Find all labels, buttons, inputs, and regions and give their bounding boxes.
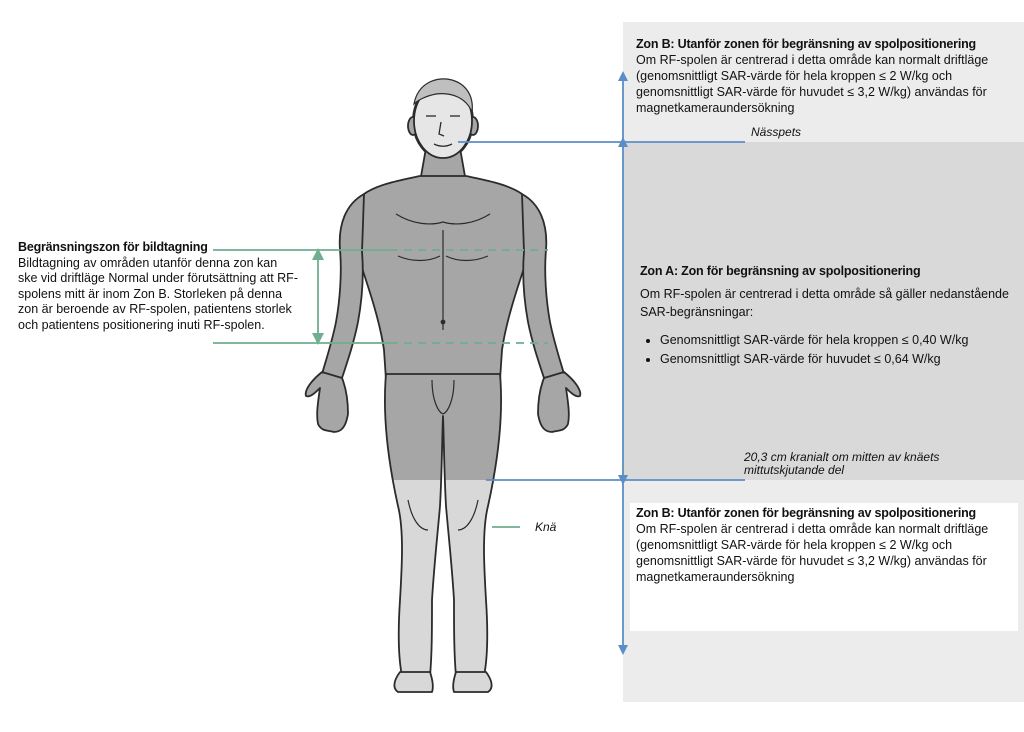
figure-upper-shaded xyxy=(306,83,581,692)
zone-a-bullet-list xyxy=(640,331,1020,369)
zone-b-top-text xyxy=(636,36,1016,116)
imaging-zone-title: Begränsningszon för bildtagning xyxy=(18,240,208,254)
knee-offset-label: 20,3 cm kranialt om mitten av knäets mittutskjutande del xyxy=(744,450,940,477)
zone-a-title: Zon A: Zon för begränsning av spolpositionering xyxy=(640,264,921,278)
zone-a-bullet-whole-body: • Genomsnittligt SAR-värde för hela kroppen ≤ 0,40 W/kg xyxy=(660,331,1020,350)
zone-b-bottom-title: Zon B: Utanför zonen för begränsning av spolpositionering xyxy=(636,506,976,520)
zone-a-body: Om RF-spolen är centrerad i detta område så gäller nedanstående SAR-begränsningar: xyxy=(640,287,1009,319)
zone-b-bottom-body: Om RF-spolen är centrerad i detta område kan normalt driftläge (genomsnittligt SAR-värde för hela kroppen ≤ 2 W/kg och genomsnittligt SAR-värde för huvudet ≤ 3,2 W/kg) användas för magnetkameraundersökning xyxy=(636,522,989,584)
zone-b-top-body: Om RF-spolen är centrerad i detta område kan normalt driftläge (genomsnittligt SAR-värde för hela kroppen ≤ 2 W/kg och genomsnittligt SAR-värde för huvudet ≤ 3,2 W/kg) användas för magnetkameraundersökning xyxy=(636,53,989,115)
zone-b-bottom-text xyxy=(636,505,1016,585)
imaging-zone-body: Bildtagning av områden utanför denna zon kan ske vid driftläge Normal under förutsättning att RF-spolens mitt är inom Zon B. Storleken på denna zon är beroende av RF-spolen, patientens storlek och patientens positionering inuti RF-spolen. xyxy=(18,255,298,332)
nose-tip-label: Nässpets xyxy=(751,125,802,139)
zone-a-bullet-head: • Genomsnittligt SAR-värde för huvudet ≤ 0,64 W/kg xyxy=(660,350,1020,369)
knee-label: Knä xyxy=(535,520,557,534)
zone-a-text xyxy=(640,263,1020,369)
imaging-zone-text xyxy=(18,240,300,333)
zone-b-top-title: Zon B: Utanför zonen för begränsning av spolpositionering xyxy=(636,37,976,51)
